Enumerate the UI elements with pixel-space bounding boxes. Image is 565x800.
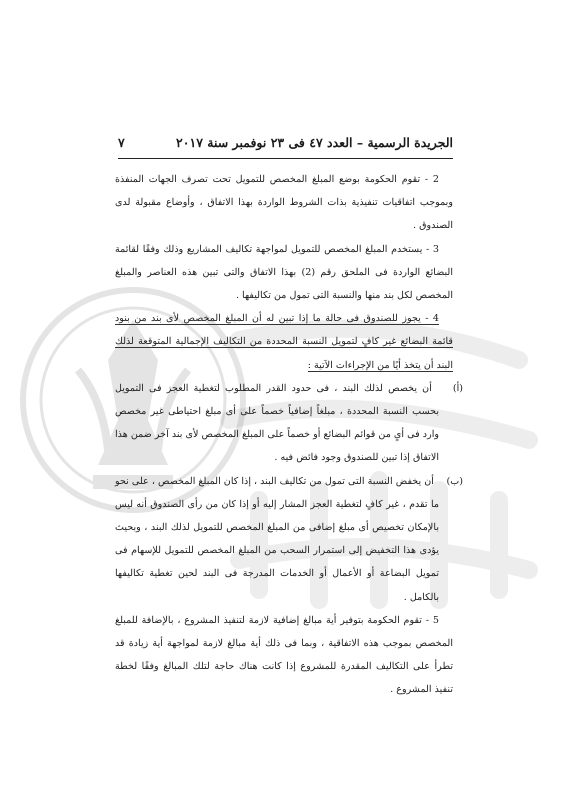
clause-a [115, 377, 463, 470]
paragraph-2: 2 - تقوم الحكومة بوضع المبلغ المخصص للتمويل تحت تصرف الجهات المنفذة وبموجب اتفاقيات تنفيذية بذات الشروط الواردة بهذا الاتفاق ، وأوضاع مقبولة لدى الصندوق . [115, 174, 453, 232]
paragraph-4-text: 4 - يجوز للصندوق فى حالة ما إذا تبين له أن المبلغ المخصص لأى بند من بنود قائمة البضائع غير كافٍ لتمويل النسبة المحددة من التكاليف الإجمالية المتوقعة لذلك البند أن يتخذ أيًا من الإجراءات الآتية : [115, 313, 453, 371]
clause-b-label: (ب) [446, 475, 463, 487]
clause-b [115, 470, 463, 609]
header-divider [118, 158, 453, 159]
document-body [115, 168, 463, 702]
paragraph-4 [115, 307, 453, 377]
page-header [118, 135, 453, 150]
page-number: ٧ [118, 135, 125, 150]
paragraph-5: 5 - تقوم الحكومة بتوفير أية مبالغ إضافية لازمة لتنفيذ المشروع ، بالإضافة للمبلغ المخصص بموجب هذه الاتفاقية ، وبما فى ذلك أية مبالغ لازمة لمواجهة أية زيادة قد تطرأ على التكاليف المقدرة للمشروع إذا كانت هناك حاجة لتلك المبالغ وفقًا لخطة تنفيذ المشروع . [115, 614, 453, 696]
clause-b-text: أن يخفض النسبة التى تمول من تكاليف البند ، إذا كان المبلغ المخصص ، على نحو ما تقدم ، غير كافٍ لتغطية العجز المشار إليه أو إذا كان من رأى الصندوق أنه ليس بالإمكان تخصيص أى مبلغ إضافى من المبلغ المخصص للتمويل لذلك البند ، وبحيث يؤدى هذا التخفيض إلى استمرار السحب من المبلغ المخصص للتمويل للإسهام فى تمويل البضاعة أو الأعمال أو الخدمات المدرجة فى البند لحين تغطية تكاليفها بالكامل . [115, 475, 439, 603]
paragraph-3: 3 - يستخدم المبلغ المخصص للتمويل لمواجهة تكاليف المشاريع وذلك وفقًا لقائمة البضائع الواردة فى الملحق رقم (2) بهذا الاتفاق والتى تبين هذه العناصر والمبلغ المخصص لكل بند منها والنسبة التى تمول من تكاليفها . [115, 243, 454, 302]
clause-a-text: أن يخصص لذلك البند ، فى حدود القدر المطلوب لتغطية العجز فى التمويل بحسب النسبة المحددة ، مبلغاً إضافياً خصماً على أى مبلغ احتياطى غير مخصص وارد فى أىٍ من قوائم البضائع أو خصماً على المبلغ المخصص لأى بند آخر ضمن هذا الاتفاق إذا تبين للصندوق وجود فائض فيه . [115, 382, 439, 464]
clause-a-label: (أ) [452, 382, 463, 394]
header-title: الجريدة الرسمية – العدد ٤٧ فى ٢٣ نوفمبر سنة ٢٠١٧ [176, 135, 453, 150]
